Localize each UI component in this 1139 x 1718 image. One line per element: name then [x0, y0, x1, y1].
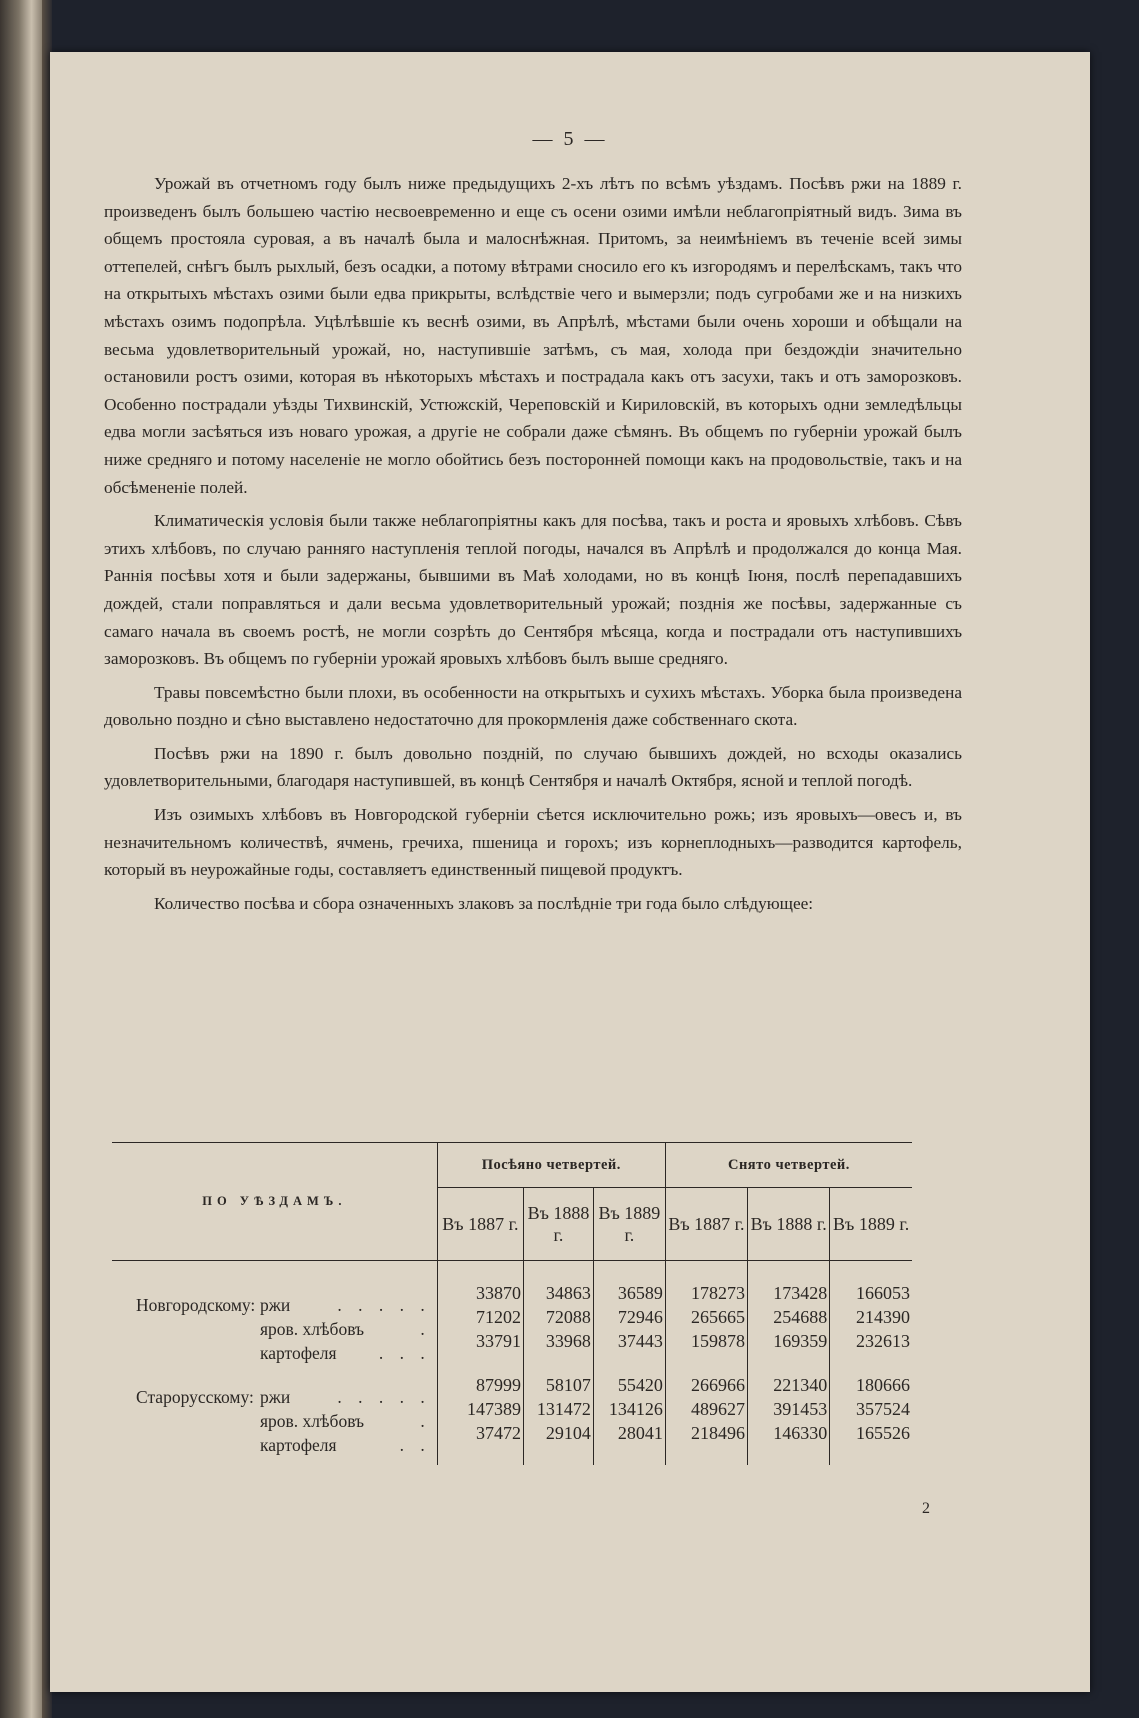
table-row — [112, 1421, 912, 1445]
table-row — [112, 1281, 912, 1305]
page-number: — 5 — — [532, 128, 608, 150]
table-cell: 266966 — [665, 1373, 747, 1397]
table-cell: 87999 — [437, 1373, 523, 1397]
table-cell: 178273 — [665, 1281, 747, 1305]
paragraph-4: Посѣвъ ржи на 1890 г. былъ довольно поздній, по случаю бывшихъ дождей, но всходы оказались удовлетворительными, благодаря наступившей, въ концѣ Сентября и началѣ Октября, ясной и теплой погодѣ. — [104, 743, 962, 791]
crop-label: ржи — [260, 1387, 291, 1407]
table-cell: 134126 — [593, 1397, 665, 1421]
leader-dots: . . . . . — [337, 1387, 431, 1407]
paragraph-3: Травы повсемѣстно были плохи, въ особенности на открытыхъ и сухихъ мѣстахъ. Уборка была произведена довольно поздно и сѣно выставлено недостаточно для прокормленія даже собственнаго скота. — [104, 682, 962, 730]
crop-statistics-table — [112, 1142, 912, 1465]
table-row — [112, 1305, 912, 1329]
table-cell: 72946 — [593, 1305, 665, 1329]
table-cell: 221340 — [748, 1373, 830, 1397]
table-cell: 55420 — [593, 1373, 665, 1397]
leader-dots: . — [420, 1411, 431, 1431]
table-cell: 254688 — [748, 1305, 830, 1329]
table-cell: 131472 — [524, 1397, 594, 1421]
table-cell: 265665 — [665, 1305, 747, 1329]
paragraph-5: Изъ озимыхъ хлѣбовъ въ Новгородской губерніи сѣется исключительно рожь; изъ яровыхъ—овесъ и, въ незначительномъ количествѣ, ячмень, гречиха, пшеница и горохъ; изъ корнеплодныхъ—разводится картофель, который въ неурожайные годы, составляетъ единственный пищевой продуктъ. — [104, 805, 962, 880]
table-year-header: Въ 1887 г. — [437, 1188, 523, 1261]
table-cell: 169359 — [748, 1329, 830, 1353]
table-cell: 166053 — [830, 1281, 912, 1305]
table-year-header: Въ 1888 г. — [524, 1188, 594, 1261]
leader-dots: . . — [399, 1435, 431, 1455]
table-row — [112, 1373, 912, 1397]
table-cell: 29104 — [524, 1421, 594, 1445]
body-text — [104, 170, 962, 923]
paragraph-6: Количество посѣва и сбора означенныхъ злаковъ за послѣдніе три года было слѣдующее: — [154, 893, 814, 913]
table-cell: 33791 — [437, 1329, 523, 1353]
table-cell: 58107 — [524, 1373, 594, 1397]
table-cell: 71202 — [437, 1305, 523, 1329]
table-group-harvested: Снято четвертей. — [665, 1143, 912, 1188]
book-spine — [0, 0, 42, 1718]
table-year-header: Въ 1889 г. — [830, 1188, 912, 1261]
table-row — [112, 1397, 912, 1421]
district-name: Новгородскому: — [136, 1295, 256, 1315]
table-group-sown: Посѣяно четвертей. — [437, 1143, 665, 1188]
table-cell: 218496 — [665, 1421, 747, 1445]
table-cell: 214390 — [830, 1305, 912, 1329]
crop-label: картофеля — [260, 1343, 337, 1363]
table-cell: 173428 — [748, 1281, 830, 1305]
table-cell: 37472 — [437, 1421, 523, 1445]
sheet-signature-number: 2 — [922, 1500, 930, 1517]
table-row — [112, 1329, 912, 1353]
paragraph-2: Климатическія условія были также неблагопріятны какъ для посѣва, такъ и роста и яровыхъ хлѣбовъ. Сѣвъ этихъ хлѣбовъ, по случаю ранняго наступленія теплой погоды, начался въ Апрѣлѣ и продолжался до конца Мая. Раннія посѣвы хотя и были задержаны, бывшими въ Maѣ холодами, но въ концѣ Іюня, послѣ перепадавшихъ дождей, стали поправляться и дали весьма удовлетворительный урожай; позднія же посѣвы, задержанные съ самаго начала въ своемъ ростѣ, не могли созрѣть до Сентября мѣсяца, когда и пострадали отъ наступившихъ заморозковъ. Въ общемъ по губерніи урожай яровыхъ хлѣбовъ былъ выше средняго. — [104, 511, 962, 669]
table-cell: 36589 — [593, 1281, 665, 1305]
document-page — [50, 52, 1090, 1692]
table-cell: 147389 — [437, 1397, 523, 1421]
leader-dots: . . . . . — [337, 1295, 431, 1315]
table-cell: 34863 — [524, 1281, 594, 1305]
table-year-header: Въ 1887 г. — [665, 1188, 747, 1261]
table-cell: 72088 — [524, 1305, 594, 1329]
table-cell: 489627 — [665, 1397, 747, 1421]
table-cell: 165526 — [830, 1421, 912, 1445]
crop-label: ржи — [260, 1295, 291, 1315]
crop-label: яров. хлѣбовъ — [260, 1319, 365, 1339]
table-year-header: Въ 1888 г. — [748, 1188, 830, 1261]
table-year-header: Въ 1889 г. — [593, 1188, 665, 1261]
table-cell: 28041 — [593, 1421, 665, 1445]
table-cell: 159878 — [665, 1329, 747, 1353]
table-cell: 180666 — [830, 1373, 912, 1397]
table-cell: 357524 — [830, 1397, 912, 1421]
district-name: Старорусскому: — [136, 1387, 254, 1407]
table-cell: 33968 — [524, 1329, 594, 1353]
table-cell: 391453 — [748, 1397, 830, 1421]
table-cell: 232613 — [830, 1329, 912, 1353]
crop-label: картофеля — [260, 1435, 337, 1455]
crop-label: яров. хлѣбовъ — [260, 1411, 365, 1431]
table-cell: 33870 — [437, 1281, 523, 1305]
leader-dots: . — [420, 1319, 431, 1339]
paragraph-1: Урожай въ отчетномъ году былъ ниже предыдущихъ 2-хъ лѣтъ по всѣмъ уѣздамъ. Посѣвъ ржи на 1889 г. произведенъ былъ большею частію несвоевременно и еще съ осени озими имѣли неблагопріятный видъ. Зима въ общемъ простояла суровая, а въ началѣ была и малоснѣжная. Притомъ, за неимѣніемъ въ теченіе всей зимы оттепелей, снѣгъ былъ рыхлый, безъ осадки, а потому вѣтрами сносило его къ изгородямъ и перелѣскамъ, такъ что на открытыхъ мѣстахъ озими были едва прикрыты, вслѣдствіе чего и вымерзли; подъ сугробами же и на низкихъ мѣстахъ озимъ подопрѣла. Уцѣлѣвшіе къ веснѣ озими, въ Апрѣлѣ, мѣстами были очень хороши и обѣщали на весьма удовлетворительный урожай, но, наступившіе затѣмъ, съ мая, холода при бездождіи значительно остановили ростъ озими, которая въ нѣкоторыхъ мѣстахъ и пострадала какъ отъ засухи, такъ и отъ заморозковъ. Особенно пострадали уѣзды Тихвинскій, Устюжскій, Череповскій и Кириловскій, въ которыхъ одни земледѣльцы едва могли засѣяться изъ новаго урожая, а другіе не собрали даже сѣмянъ. Въ общемъ по губерніи урожай былъ ниже средняго и потому населеніе не могло обойтись безъ посторонней помощи какъ на продовольствіе, такъ и на обсѣмененіе полей. — [104, 174, 962, 497]
leader-dots: . . . — [378, 1343, 431, 1363]
table-cell: 37443 — [593, 1329, 665, 1353]
table-cell: 146330 — [748, 1421, 830, 1445]
table-corner-label: ПО УѢЗДАМЪ. — [112, 1143, 437, 1261]
